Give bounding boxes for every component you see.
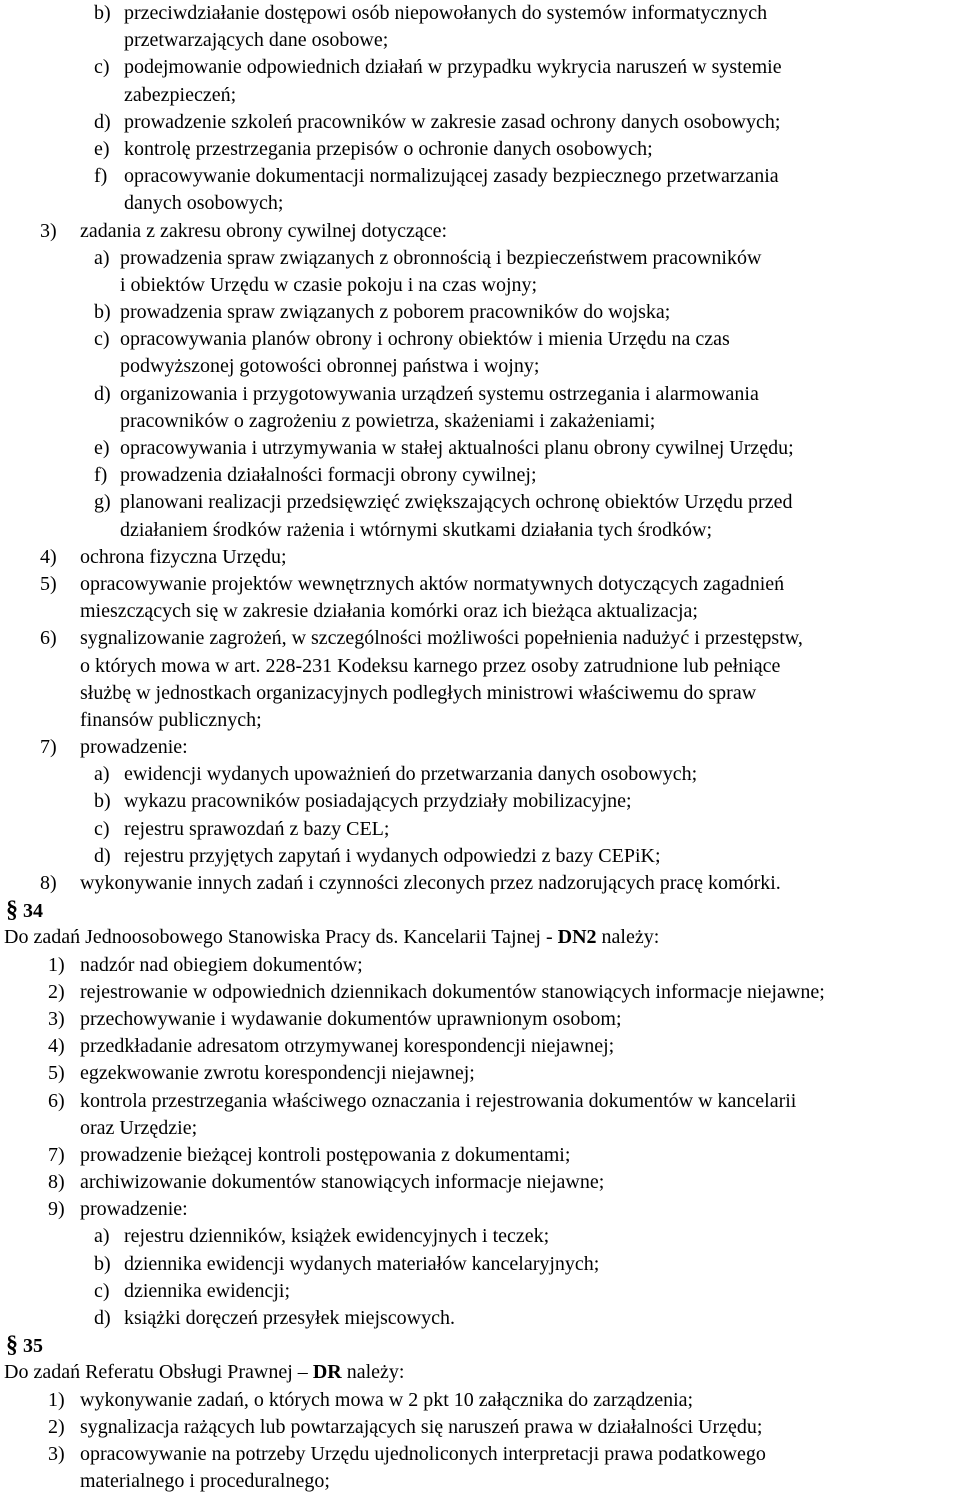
list-item [0,163,960,190]
list-item [0,435,960,462]
list-marker: 3) [48,1007,65,1030]
intro-suffix: należy: [341,1361,405,1384]
list-marker: b) [94,301,111,324]
list-item [0,1142,960,1169]
list-marker: c) [94,817,110,840]
list-item-text: służbę w jednostkach organizacyjnych podległych ministrowi właściwemu do spraw [80,681,757,704]
list-item [0,1414,960,1441]
list-marker: 4) [40,545,57,568]
list-item [0,462,960,489]
list-item [0,761,960,788]
list-item-text: pracowników o zagrożeniu z powietrza, skażeniami i zakażeniami; [120,409,656,432]
list-item-text: dziennika ewidencji; [124,1279,291,1302]
list-marker: 2) [48,980,65,1003]
section-intro [0,924,960,951]
list-item-text: prowadzenie szkoleń pracowników w zakresie zasad ochrony danych osobowych; [124,110,781,133]
list-item-text: opracowywania planów obrony i ochrony obiektów i mienia Urzędu na czas [120,328,730,351]
list-item [0,1088,960,1115]
list-item-text: planowani realizacji przedsięwzięć zwiększających ochronę obiektów Urzędu przed [120,491,793,514]
list-item [0,1060,960,1087]
list-item-text: mieszczących się w zakresie działania komórki oraz ich bieżąca aktualizacja; [80,600,698,623]
list-item [0,1305,960,1332]
list-item [0,408,960,435]
list-item [0,680,960,707]
list-marker: e) [94,437,110,459]
list-item [0,1387,960,1414]
list-item-text: opracowywanie dokumentacji normalizującej zasady bezpiecznego przetwarzania [124,165,779,188]
list-marker: 9) [48,1198,65,1221]
list-item-text: dziennika ewidencji wydanych materiałów kancelaryjnych; [124,1252,600,1275]
list-item [0,1251,960,1278]
list-item-text: działaniem środków rażenia i wtórnymi skutkami działania tych środków; [120,518,713,541]
list-item-text: przetwarzających dane osobowe; [124,29,389,52]
list-marker: g) [94,491,111,514]
list-item-text: wykonywanie innych zadań i czynności zleconych przez nadzorujących pracę komórki. [80,872,781,894]
list-item-text: przedkładanie adresatom otrzymywanej korespondencji niejawnej; [80,1035,615,1058]
list-item [0,653,960,680]
list-item [0,1196,960,1223]
list-item-text: oraz Urzędzie; [80,1116,198,1139]
list-item [0,816,960,843]
list-item [0,598,960,625]
list-item-text: prowadzenia działalności formacji obrony cywilnej; [120,464,537,487]
list-marker: 2) [48,1415,65,1438]
list-item-text: i obiektów Urzędu w czasie pokoju i na czas wojny; [120,273,538,296]
list-item [0,1468,960,1495]
list-item-text: prowadzenia spraw związanych z obronnością i bezpieczeństwem pracowników [120,246,762,269]
intro-text: Do zadań Jednoosobowego Stanowiska Pracy ds. Kancelarii Tajnej - [4,926,558,949]
list-item-text: kontrola przestrzegania właściwego oznaczania i rejestrowania dokumentów w kancelarii [80,1089,797,1112]
list-item [0,136,960,163]
list-item-text: zadania z zakresu obrony cywilnej dotyczące: [80,219,448,242]
list-item [0,544,960,571]
list-marker: 5) [48,1062,65,1085]
list-marker: 5) [40,572,57,595]
list-item [0,870,960,897]
list-item-text: prowadzenie: [80,736,188,759]
list-item [0,1115,960,1142]
list-marker: 8) [40,872,57,894]
list-item-text: finansów publicznych; [80,708,262,731]
list-marker: 7) [48,1143,65,1166]
unit-code: DN2 [557,926,597,949]
list-item-text: opracowywanie projektów wewnętrznych aktów normatywnych dotyczących zagadnień [80,572,785,595]
section-heading [0,897,960,924]
list-item [0,190,960,217]
list-marker: d) [94,382,111,405]
list-marker: b) [94,1252,111,1275]
list-item-text: wykazu pracowników posiadających przydziały mobilizacyjne; [124,790,632,813]
section-number: 35 [23,1335,43,1358]
intro-suffix: należy: [596,926,660,949]
list-item [0,54,960,81]
section-sign: § [6,897,18,924]
list-item [0,326,960,353]
list-item [0,82,960,109]
list-item [0,1006,960,1033]
list-marker: 6) [40,627,57,650]
list-item-text: podejmowanie odpowiednich działań w przypadku wykrycia naruszeń w systemie [124,56,782,79]
list-marker: a) [94,246,110,269]
list-item-text: rejestrowanie w odpowiednich dziennikach dokumentów stanowiących informacje niejawne; [80,980,825,1003]
list-marker: 1) [48,953,65,976]
section-heading [0,1332,960,1359]
list-item [0,1169,960,1196]
list-item [0,1223,960,1250]
list-marker: d) [94,110,111,133]
list-item-text: prowadzenie: [80,1198,188,1221]
list-item-text: rejestru dzienników, książek ewidencyjnych i teczek; [124,1225,550,1248]
list-item [0,843,960,870]
list-item-text: prowadzenia spraw związanych z poborem pracowników do wojska; [120,301,671,324]
list-marker: a) [94,1225,110,1248]
list-item [0,272,960,299]
list-marker: 7) [40,736,57,759]
list-marker: 4) [48,1035,65,1058]
list-item [0,571,960,598]
list-marker: f) [94,464,108,487]
list-item-text: książki doręczeń przesyłek miejscowych. [124,1307,455,1329]
list-marker: f) [94,165,108,188]
list-item-text: rejestru przyjętych zapytań i wydanych odpowiedzi z bazy CEPiK; [124,844,661,867]
list-item-text: rejestru sprawozdań z bazy CEL; [124,817,390,840]
list-item [0,245,960,272]
list-marker: d) [94,844,111,867]
list-item-text: przeciwdziałanie dostępowi osób niepowołanych do systemów informatycznych [124,2,768,24]
list-marker: 1) [48,1388,65,1411]
section-sign: § [6,1332,18,1359]
list-item [0,1441,960,1468]
list-item-text: opracowywania i utrzymywania w stałej aktualności planu obrony cywilnej Urzędu; [120,437,794,459]
section-intro [0,1359,960,1386]
list-item [0,299,960,326]
list-item-text: archiwizowanie dokumentów stanowiących informacje niejawne; [80,1171,605,1194]
list-marker: c) [94,1279,110,1302]
list-item [0,0,960,27]
list-item-text: sygnalizowanie zagrożeń, w szczególności możliwości popełnienia nadużyć i przestępstw, [80,627,803,650]
list-marker: 6) [48,1089,65,1112]
list-item-text: nadzór nad obiegiem dokumentów; [80,953,363,976]
list-item-text: organizowania i przygotowywania urządzeń systemu ostrzegania i alarmowania [120,382,759,405]
list-item [0,707,960,734]
list-marker: c) [94,56,110,79]
list-marker: 3) [48,1442,65,1465]
list-item [0,218,960,245]
unit-code: DR [312,1361,342,1384]
list-item [0,1278,960,1305]
list-item-text: opracowywanie na potrzeby Urzędu ujednoliconych interpretacji prawa podatkowego [80,1442,766,1465]
list-item [0,353,960,380]
list-item-text: podwyższonej gotowości obronnej państwa i wojny; [120,355,540,378]
list-marker: 3) [40,219,57,242]
list-item [0,27,960,54]
list-item [0,734,960,761]
list-marker: 8) [48,1171,65,1194]
list-item [0,517,960,544]
list-item-text: o których mowa w art. 228-231 Kodeksu karnego przez osoby zatrudnione lub pełniące [80,654,781,677]
list-marker: b) [94,790,111,813]
list-item [0,788,960,815]
list-item-text: danych osobowych; [124,192,284,215]
list-marker: a) [94,763,110,786]
list-marker: b) [94,2,111,24]
list-item-text: ochrona fizyczna Urzędu; [80,545,287,568]
list-marker: c) [94,328,110,351]
list-item-text: kontrolę przestrzegania przepisów o ochronie danych osobowych; [124,137,653,160]
list-marker: d) [94,1307,111,1329]
list-item-text: przechowywanie i wydawanie dokumentów uprawnionym osobom; [80,1007,622,1030]
list-item-text: egzekwowanie zwrotu korespondencji niejawnej; [80,1062,475,1085]
list-marker: e) [94,137,110,160]
list-item-text: sygnalizacja rażących lub powtarzających się naruszeń prawa w działalności Urzędu; [80,1415,763,1438]
intro-text: Do zadań Referatu Obsługi Prawnej – [4,1361,313,1384]
list-item-text: zabezpieczeń; [124,83,237,106]
section-number: 34 [23,900,43,923]
list-item-text: wykonywanie zadań, o których mowa w 2 pkt 10 załącznika do zarządzenia; [80,1388,694,1411]
list-item [0,109,960,136]
list-item-text: ewidencji wydanych upoważnień do przetwarzania danych osobowych; [124,763,698,786]
list-item-text: prowadzenie bieżącej kontroli postępowania z dokumentami; [80,1143,571,1166]
list-item [0,952,960,979]
list-item-text: materialnego i proceduralnego; [80,1470,330,1493]
list-item [0,979,960,1006]
list-item [0,1033,960,1060]
list-item [0,625,960,652]
list-item [0,381,960,408]
list-item [0,489,960,516]
